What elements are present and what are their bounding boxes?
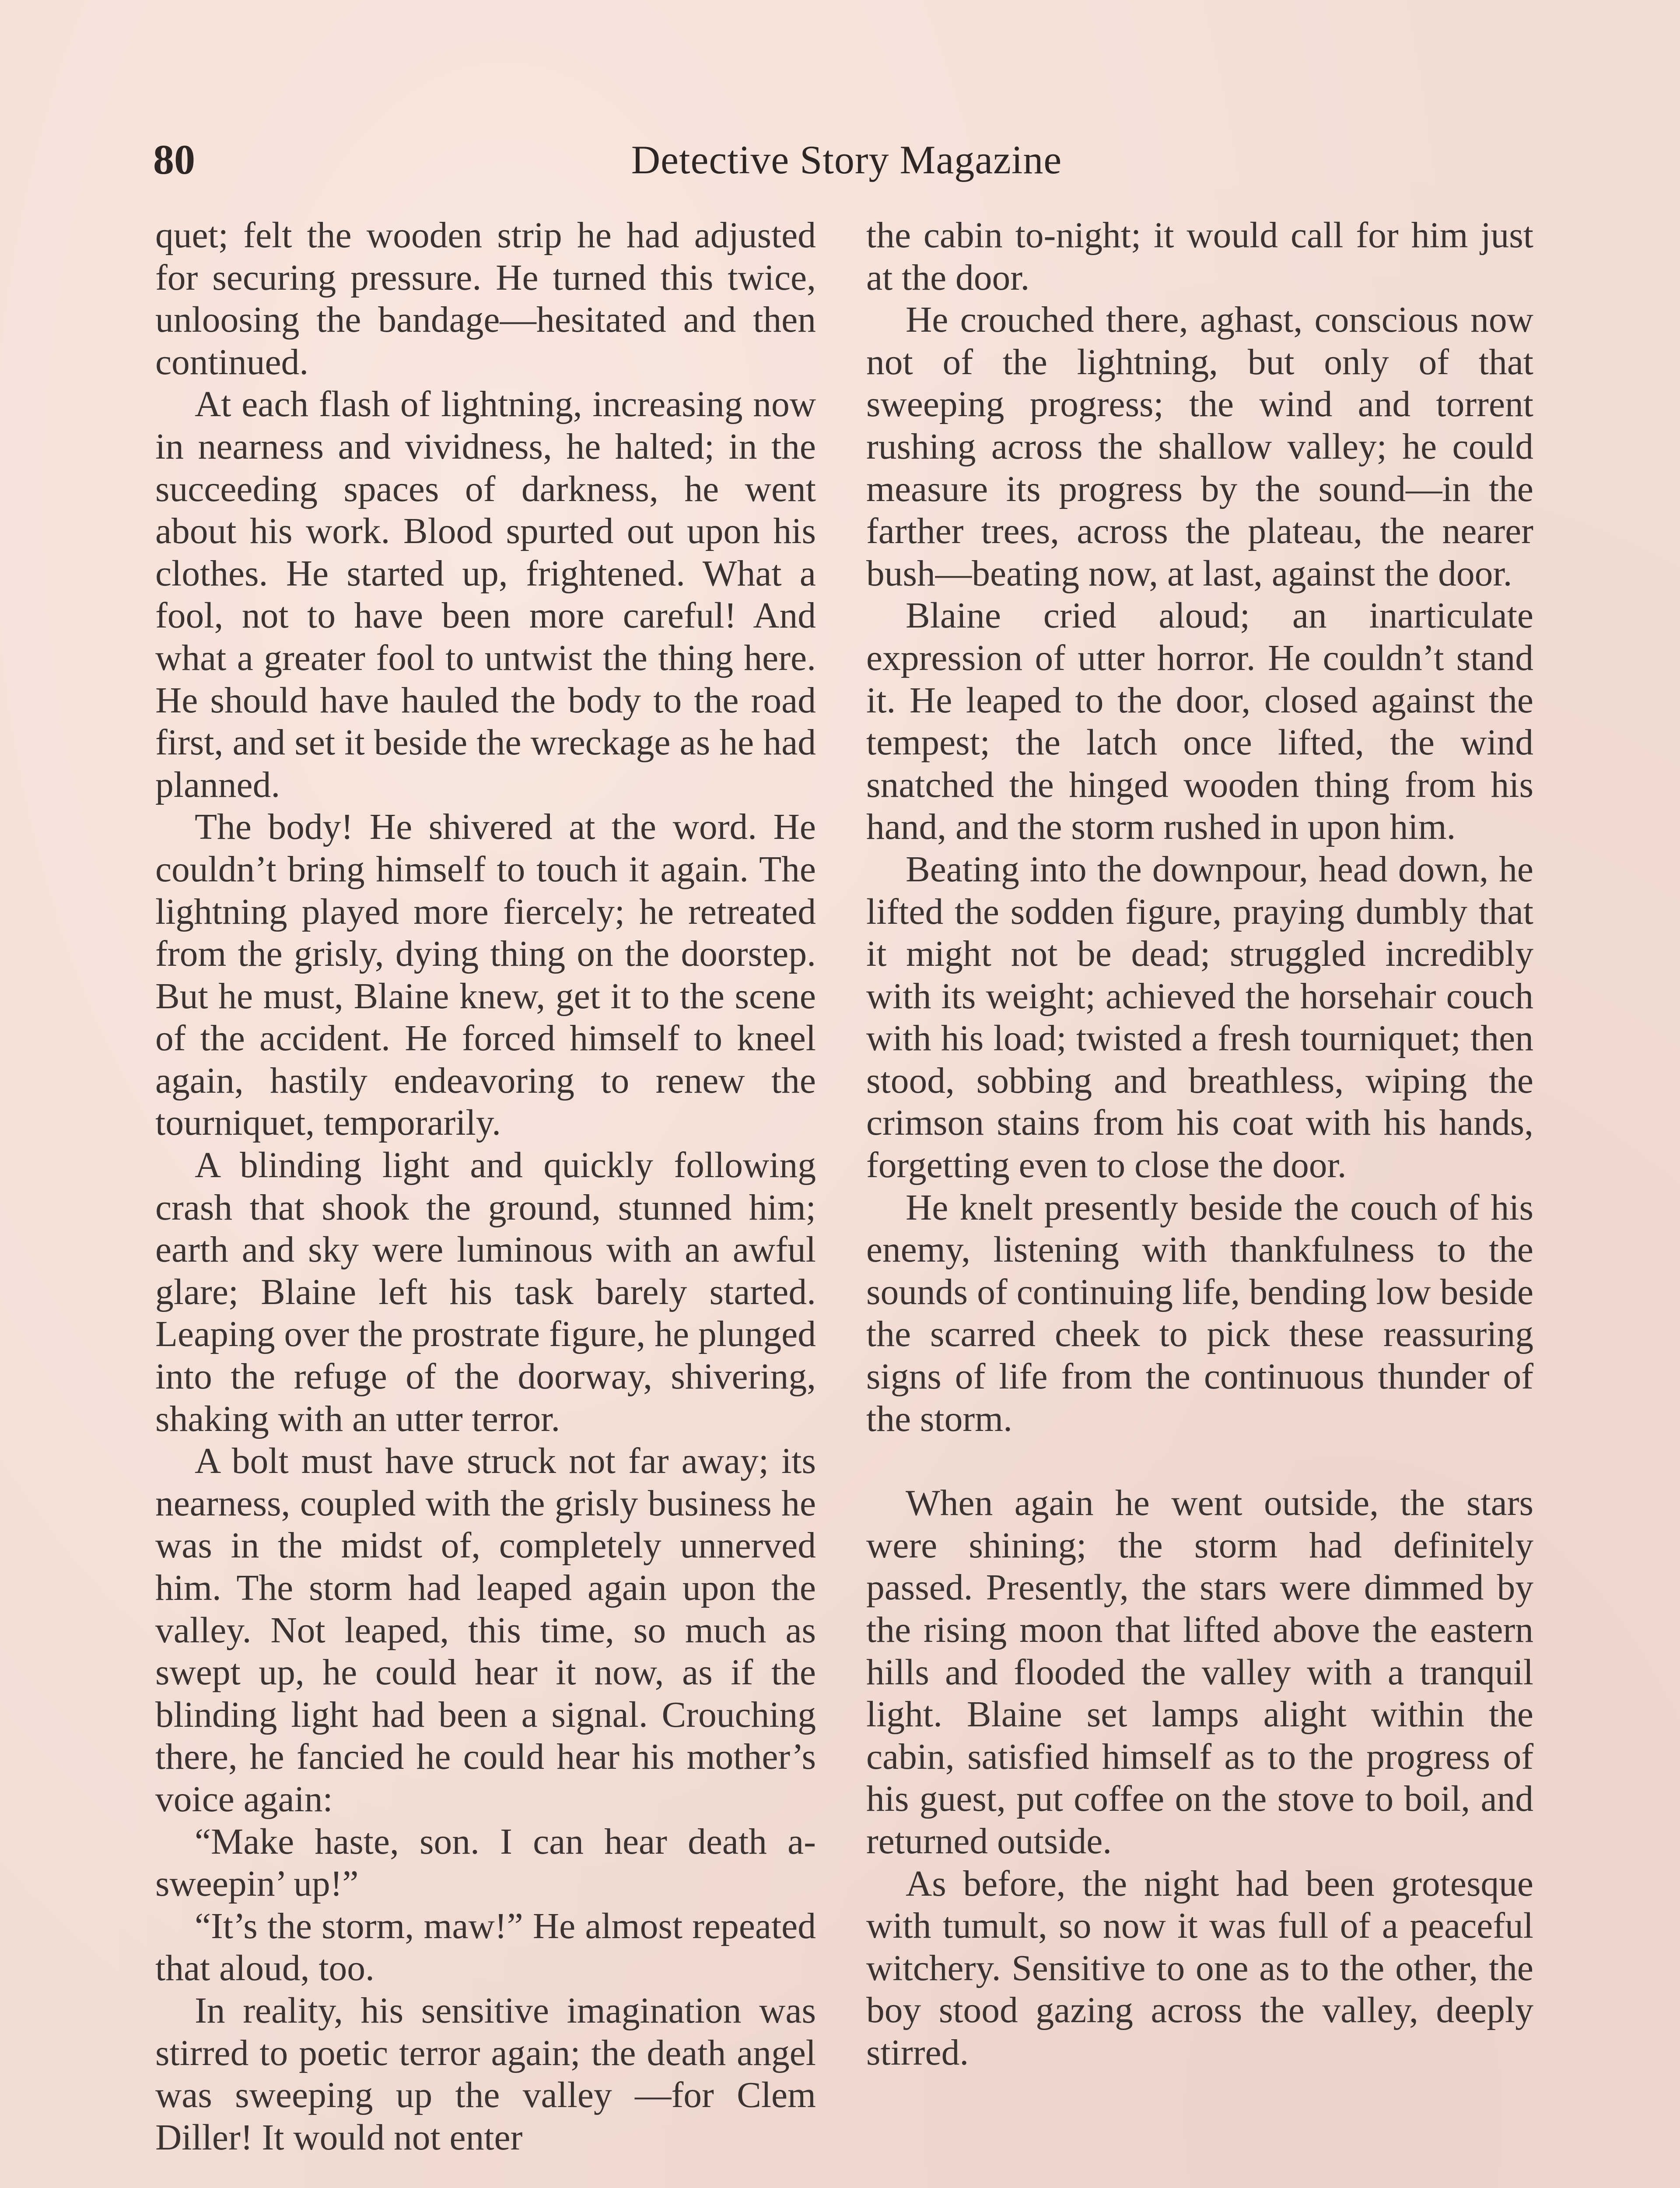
- paragraph: When again he went outside, the stars were shining; the storm had definitely passed. Presently, the stars were dimmed by the rising moon that lifted above the eastern hills and flooded the valley with a tranquil light. Blaine set lamps alight within the cabin, satisfied himself as to the progress of his guest, put coffee on the stove to boil, and returned outside.: [866, 1483, 1533, 1862]
- paragraph: quet; felt the wooden strip he had adjusted for securing pressure. He turned this twice, unloosing the bandage—hesitated and then continued.: [155, 215, 816, 382]
- paragraph: In reality, his sensitive imagination was stirred to poetic terror again; the death angel was sweeping up the valley —for Clem Diller! It would not enter: [155, 1990, 816, 2158]
- left-column: [155, 214, 816, 2159]
- page-number: 80: [153, 136, 195, 183]
- paragraph: Beating into the downpour, head down, he lifted the sodden figure, praying dumbly that it might not be dead; struggled incredibly with its weight; achieved the horsehair couch with his load; twisted a fresh tourniquet; then stood, sobbing and breathless, wiping the crimson stains from his coat with his hands, forgetting even to close the door.: [866, 849, 1533, 1186]
- magazine-title: Detective Story Magazine: [631, 137, 1062, 182]
- page-header: [153, 127, 1540, 193]
- paragraph: the cabin to-night; it would call for him just at the door.: [866, 215, 1533, 298]
- paragraph: A blinding light and quickly following crash that shook the ground, stunned him; earth and sky were luminous with an awful glare; Blaine left his task barely started. Leaping over the prostrate figure, he plunged into the refuge of the doorway, shivering, shaking with an utter terror.: [155, 1145, 816, 1439]
- paragraph: A bolt must have struck not far away; its nearness, coupled with the grisly business he was in the midst of, completely unnerved him. The storm had leaped again upon the valley. Not leaped, this time, so much as swept up, he could hear it now, as if the blinding light had been a signal. Crouching there, he fancied he could hear his mother’s voice again:: [155, 1441, 816, 1820]
- paragraph: At each flash of lightning, increasing now in nearness and vividness, he halted; in the succeeding spaces of darkness, he went about his work. Blood spurted out upon his clothes. He started up, frightened. What a fool, not to have been more careful! And what a greater fool to untwist the thing here. He should have hauled the body to the road first, and set it beside the wreckage as he had planned.: [155, 384, 816, 805]
- paragraph: Blaine cried aloud; an inarticulate expression of utter horror. He couldn’t stand it. He leaped to the door, closed against the tempest; the latch once lifted, the wind snatched the hinged wooden thing from his hand, and the storm rushed in upon him.: [866, 596, 1533, 848]
- paragraph: As before, the night had been grotesque with tumult, so now it was full of a peaceful witchery. Sensitive to one as to the other, the boy stood gazing across the valley, deeply stirred.: [866, 1863, 1533, 2073]
- paragraph: “It’s the storm, maw!” He almost repeated that aloud, too.: [155, 1906, 816, 1989]
- paragraph: He crouched there, aghast, conscious now not of the lightning, but only of that sweeping progress; the wind and torrent rushing across the shallow valley; he could measure its progress by the sound—in the farther trees, across the plateau, the nearer bush—beating now, at last, against the door.: [866, 300, 1533, 594]
- right-column: [866, 214, 1533, 2074]
- paragraph: He knelt presently beside the couch of his enemy, listening with thankfulness to the sounds of continuing life, bending low beside the scarred cheek to pick these reassuring signs of life from the continuous thunder of the storm.: [866, 1187, 1533, 1439]
- paragraph: “Make haste, son. I can hear death a-sweepin’ up!”: [155, 1821, 816, 1904]
- paragraph: The body! He shivered at the word. He couldn’t bring himself to touch it again. The lightning played more fiercely; he retreated from the grisly, dying thing on the doorstep. But he must, Blaine knew, get it to the scene of the accident. He forced himself to kneel again, hastily endeavoring to renew the tourniquet, temporarily.: [155, 807, 816, 1143]
